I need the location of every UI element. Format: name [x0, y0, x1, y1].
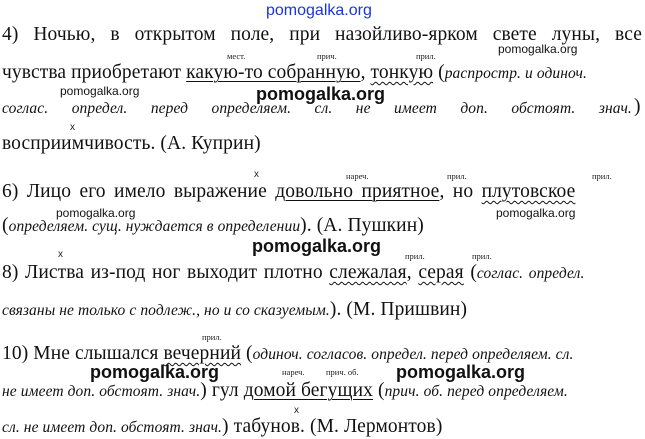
watermark-bold: pomogalka.org: [396, 362, 526, 382]
word: при: [289, 24, 321, 45]
x-mark: x: [254, 169, 259, 180]
watermark-label: pomogalka.org: [496, 206, 576, 220]
annotation: одиноч. согласов. определ. перед определяем. сл.: [252, 346, 574, 363]
word: свете: [492, 24, 537, 45]
annotation: соглас. определ.: [476, 265, 585, 282]
part-of-speech-tag: прил.: [416, 51, 436, 61]
watermark-bold: pomogalka.org: [252, 236, 382, 256]
annotation-word: соглас.: [2, 100, 49, 117]
definition-underlined: серая: [418, 262, 464, 283]
text-run: ). (А. Пушкин): [300, 215, 424, 236]
x-mark: x: [294, 405, 299, 416]
annotation: не имеет доп. обстоят. знач.: [2, 383, 201, 400]
word: все: [615, 24, 642, 45]
text-run: (: [2, 215, 9, 236]
annotation-word: сл.: [314, 100, 333, 117]
sentence-6-line-2: [2, 215, 424, 238]
part-of-speech-tag: прил.: [447, 171, 467, 181]
word: назойливо-ярком: [335, 24, 478, 45]
sentence-10-line-2: [2, 380, 568, 403]
x-mark: x: [70, 122, 75, 133]
sentence-8-line-2: [2, 299, 467, 322]
part-of-speech-tag: прил.: [592, 171, 612, 181]
text-run: ,: [360, 62, 371, 83]
annotation: связаны не только с подлеж., но и со сказуемым.: [2, 302, 330, 319]
text-run: 10) Мне слышался: [2, 343, 164, 364]
part-of-speech-tag: прил.: [405, 251, 425, 261]
annotation-word: перед: [150, 100, 189, 117]
watermark-label: pomogalka.org: [56, 206, 136, 220]
word: открытом: [134, 24, 216, 45]
definition-underlined: тонкую: [370, 62, 434, 83]
text-run: (: [463, 262, 477, 283]
sentence-4-line-2: [2, 62, 642, 85]
definition-underlined: слежалая: [329, 262, 407, 283]
annotation-word: имеет: [394, 100, 437, 117]
text-run: ) табунов. (М. Лермонтов): [222, 416, 443, 437]
part-of-speech-tag: прил.: [472, 251, 492, 261]
annotation-word: знач.: [598, 100, 632, 117]
sentence-4-line-4: восприимчивость. (А. Куприн): [2, 133, 261, 154]
sentence-6-line-1: [2, 181, 642, 203]
part-of-speech-tag: прич.: [317, 51, 337, 61]
text-run: 6) Лицо его имело выражение: [2, 181, 276, 202]
word: луны,: [551, 24, 601, 45]
text-run: ,: [406, 262, 419, 283]
sentence-4-line-3: [2, 98, 632, 120]
word: 4): [2, 24, 19, 45]
annotation: распростр. и одиноч.: [444, 65, 587, 82]
watermark-bold: pomogalka.org: [90, 362, 220, 382]
annotation: сл. не имеет доп. обстоят. знач.: [2, 419, 223, 436]
sentence-10-line-3: [2, 416, 442, 439]
annotation-word: доп.: [460, 100, 488, 117]
text-run: , но: [439, 181, 482, 202]
annotation: определяем. сущ. нуждается в определении: [8, 218, 301, 235]
text-run: (: [373, 380, 385, 401]
text-run: 8) Листва из-под ног выходит плотно: [2, 262, 330, 283]
x-mark: x: [58, 249, 63, 260]
watermark-header: pomogalka.org: [266, 2, 372, 19]
annotation-word: определ.: [71, 100, 128, 117]
annotation: прич. об. перед определяем.: [384, 383, 568, 400]
watermark-bold: pomogalka.org: [256, 84, 386, 104]
text-run: (: [241, 343, 253, 364]
annotation-word: определяем.: [211, 100, 292, 117]
word: Ночью,: [33, 24, 96, 45]
definition-underlined: какую-то собранную: [186, 62, 361, 83]
part-of-speech-tag: прил.: [202, 332, 222, 342]
text-run: (: [433, 62, 445, 83]
text-run: ). (М. Пришвин): [329, 299, 468, 320]
definition-underlined: плутовское: [481, 181, 576, 202]
sentence-8-line-1: [2, 262, 642, 285]
annotation-word: не: [355, 100, 371, 117]
watermark-label: pomogalka.org: [498, 42, 578, 56]
definition-underlined: вечерний: [163, 343, 242, 364]
word: в: [110, 24, 120, 45]
word: поле,: [230, 24, 275, 45]
text-run: ) гул: [200, 380, 244, 401]
part-of-speech-tag: мест.: [227, 51, 246, 61]
part-of-speech-tag: нареч.: [282, 367, 305, 377]
text-run: чувства приобретают: [2, 62, 187, 83]
part-of-speech-tag: прич. об.: [326, 367, 359, 377]
closing-paren: ): [634, 96, 641, 117]
annotation-word: обстоят.: [511, 100, 576, 117]
watermark-label: pomogalka.org: [60, 84, 140, 98]
part-of-speech-tag: нареч.: [346, 171, 369, 181]
definition-underlined: домой бегущих: [243, 380, 373, 401]
definition-underlined: довольно приятное: [275, 181, 440, 202]
